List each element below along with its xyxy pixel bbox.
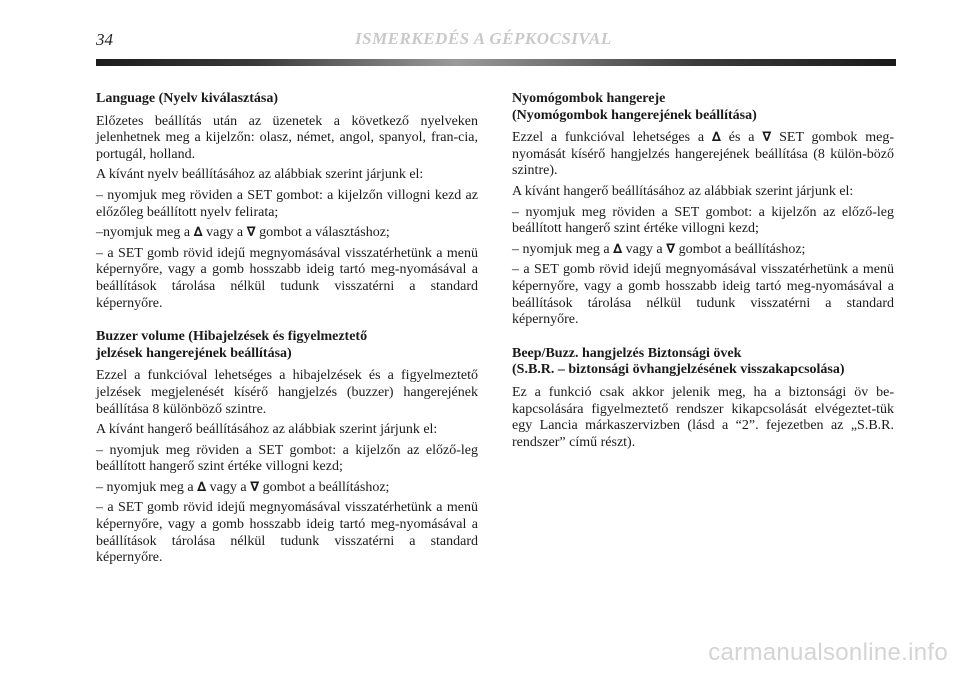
triangle-up-icon: ∆ bbox=[613, 241, 623, 257]
title-line: jelzések hangerejének beállítása) bbox=[96, 345, 292, 361]
paragraph: A kívánt hangerő beállításához az alábbiak szerint járjunk el: bbox=[96, 422, 438, 438]
title-line: Nyomógombok hangereje bbox=[512, 91, 666, 106]
text-segment: gombot a beállításhoz; bbox=[678, 241, 806, 257]
triangle-down-icon: ∇ bbox=[666, 241, 676, 257]
text-segment: –nyomjuk meg a bbox=[96, 225, 191, 241]
section-buzzer-title bbox=[96, 329, 478, 362]
paragraph: Ezzel a funkcióval lehetséges a hibajelzések és a figyelmeztető jelzések megjelenését kísérő hangjelzés (buzzer) hangerejének beállítása 8 különböző szintre. bbox=[96, 368, 478, 417]
paragraph: Előzetes beállítás után az üzenetek a következő nyelveken jelenhetnek meg a kijelzőn: olasz, német, angol, spanyol, fran-cia, portugál, holland. bbox=[96, 113, 478, 162]
paragraph bbox=[96, 480, 478, 497]
triangle-down-icon: ∇ bbox=[246, 225, 256, 241]
paragraph: – a SET gomb rövid idejű megnyomásával visszatérhetünk a menü képernyőre, vagy a gomb hosszabb ideig tartó meg-nyomásával a beállítások tárolása nélkül tudunk visszatérni a standard képernyőre. bbox=[96, 500, 478, 566]
text-segment: – nyomjuk meg a bbox=[512, 241, 610, 257]
right-column bbox=[512, 91, 894, 455]
paragraph bbox=[96, 225, 478, 242]
text-segment: gombot a választáshoz; bbox=[259, 225, 390, 241]
text-segment: gombot a beállításhoz; bbox=[262, 479, 390, 495]
paragraph: – nyomjuk meg röviden a SET gombot: a kijelzőn villogni kezd az előzőleg beállított nyelv felirata; bbox=[96, 187, 478, 220]
title-line: Buzzer volume (Hibajelzések és figyelmeztető bbox=[96, 329, 368, 345]
text-segment: Ezzel a funkcióval lehetséges a bbox=[512, 130, 705, 146]
header-rule bbox=[96, 59, 896, 66]
triangle-down-icon: ∇ bbox=[762, 130, 772, 146]
title-line: Beep/Buzz. hangjelzés Biztonsági övek bbox=[512, 345, 742, 361]
paragraph: A kívánt hangerő beállításához az alábbiak szerint járjunk el: bbox=[512, 183, 854, 199]
text-segment: vagy a bbox=[209, 479, 247, 495]
section-language-title: Language (Nyelv kiválasztása) bbox=[96, 91, 278, 106]
triangle-down-icon: ∇ bbox=[250, 479, 260, 495]
paragraph bbox=[512, 130, 894, 180]
paragraph: – nyomjuk meg röviden a SET gombot: a kijelzőn az előző-leg beállított hangerő szint értéke villogni kezd; bbox=[96, 442, 478, 475]
left-column bbox=[96, 91, 478, 571]
text-segment: vagy a bbox=[625, 241, 663, 257]
watermark-text: carmanualsonline.info bbox=[708, 639, 948, 666]
paragraph: – a SET gomb rövid idejű megnyomásával visszatérhetünk a menü képernyőre, vagy a gomb hosszabb ideig tartó meg-nyomásával a beállítások tárolása nélkül tudunk visszatérni a standard képernyőre. bbox=[512, 262, 894, 328]
title-line: (Nyomógombok hangerejének beállítása) bbox=[512, 107, 757, 123]
section-button-volume-title bbox=[512, 91, 894, 124]
chapter-title: ISMERKEDÉS A GÉPKOCSIVAL bbox=[355, 29, 612, 48]
paragraph bbox=[512, 242, 894, 259]
paragraph: Ez a funkció csak akkor jelenik meg, ha a biztonsági öv be-kapcsolására figyelmeztető rendszer kikapcsolását elvégeztet-tük egy Lancia márkaszervizben (lásd a “2”. fejezetben az „S.B.R. rendszer” című részt). bbox=[512, 384, 894, 450]
paragraph: A kívánt nyelv beállításához az alábbiak szerint járjunk el: bbox=[96, 167, 424, 183]
text-segment: SET gombok meg-nyomását kísérő hangjelzés hangerejének beállítása (8 külön-böző szintre). bbox=[512, 130, 894, 179]
triangle-up-icon: ∆ bbox=[197, 479, 207, 495]
paragraph: – a SET gomb rövid idejű megnyomásával visszatérhetünk a menü képernyőre, vagy a gomb hosszabb ideig tartó meg-nyomásával a beállítások tárolása nélkül tudunk visszatérni a standard képernyőre. bbox=[96, 245, 478, 311]
triangle-up-icon: ∆ bbox=[193, 225, 203, 241]
section-seatbelt-title bbox=[512, 346, 894, 379]
triangle-up-icon: ∆ bbox=[711, 130, 721, 146]
text-segment: és a bbox=[728, 130, 755, 146]
paragraph: – nyomjuk meg röviden a SET gombot: a kijelzőn az előző-leg beállított hangerő szint értéke villogni kezd; bbox=[512, 204, 894, 237]
title-line: (S.B.R. – biztonsági övhangjelzésének visszakapcsolása) bbox=[512, 362, 845, 378]
text-segment: vagy a bbox=[206, 225, 244, 241]
page-number: 34 bbox=[96, 30, 113, 49]
text-segment: – nyomjuk meg a bbox=[96, 479, 194, 495]
